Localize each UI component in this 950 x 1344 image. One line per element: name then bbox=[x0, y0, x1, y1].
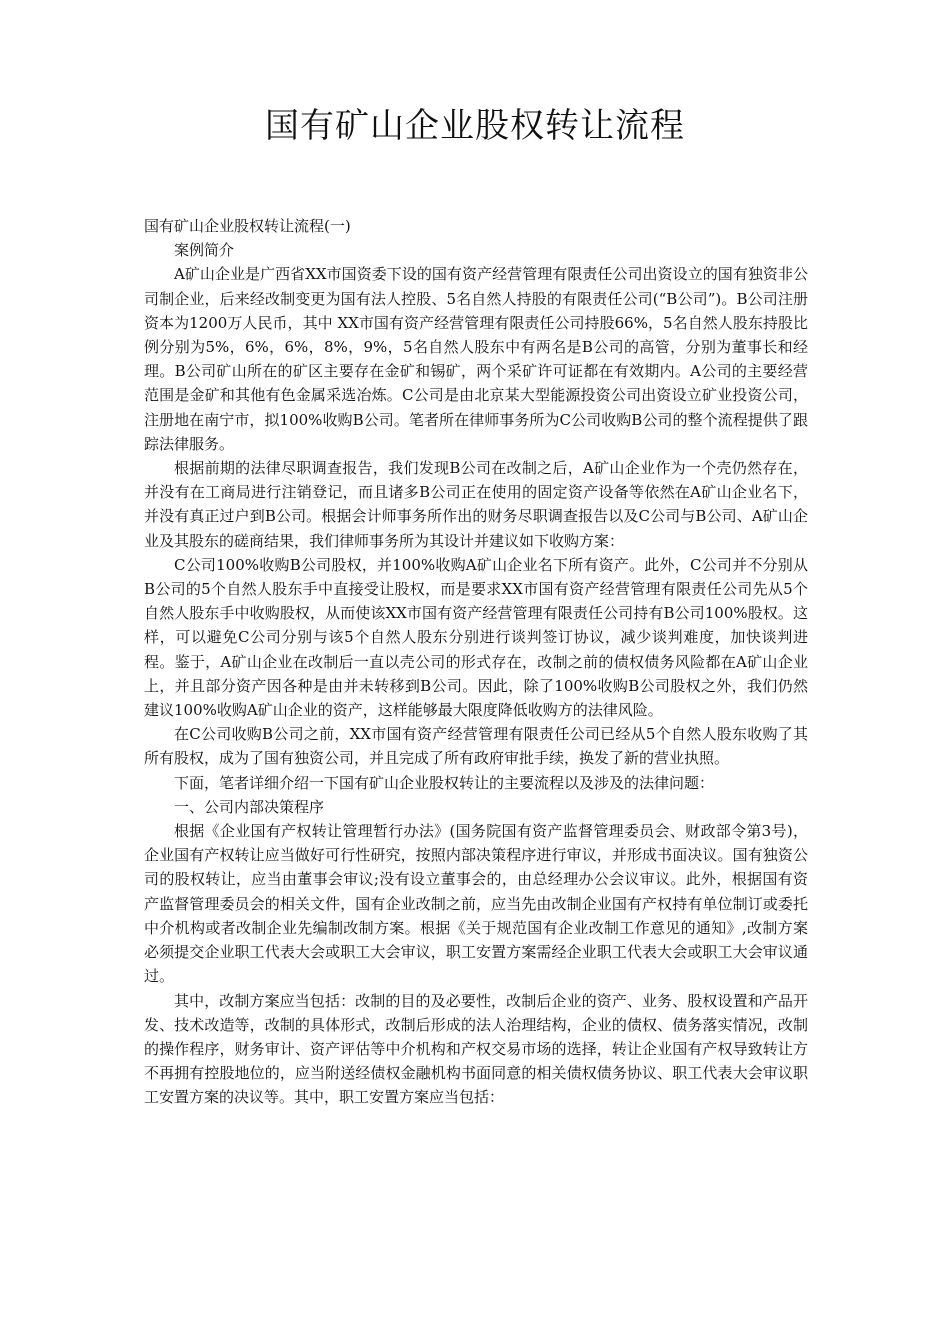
paragraph: 案例简介 bbox=[174, 241, 235, 260]
paragraph: 其中，改制方案应当包括：改制的目的及必要性，改制后企业的资产、业务、股权设置和产品开发、技术改造等，改制的具体形式，改制后形成的法人治理结构，企业的债权、债务落实情况，改制的操作程序，财务审计、资产评估等中介机构和产权交易市场的选择，转让企业国有产权导致转让方不再拥有控股地位的，应当附送经债权金融机构书面同意的相关债权债务协议、职工代表大会审议职工安置方案的决议等。其中，职工安置方案应当包括： bbox=[144, 991, 808, 1107]
paragraph: A矿山企业是广西省XX市国资委下设的国有资产经营管理有限责任公司出资设立的国有独资非公司制企业，后来经改制变更为国有法人控股、5名自然人持股的有限责任公司(“B公司”)。B公司注册资本为1200万人民币，其中 XX市国有资产经营管理有限责任公司持股66%，5名自然人股东持股比例分别为5%，6%，6%，8%，9%，5名自然人股东中有两名是B公司的高管，分别为董事长和经理。B公司矿山所在的矿区主要存在金矿和锡矿，两个采矿许可证都在有效期内。A公司的主要经营范围是金矿和其他有色金属采选冶炼。C公司是由北京某大型能源投资公司出资设立矿业投资公司，注册地在南宁市，拟100%收购B公司。笔者所在律师事务所为C公司收购B公司的整个流程提供了跟踪法律服务。 bbox=[144, 265, 808, 453]
paragraph: C公司100%收购B公司股权，并100%收购A矿山企业名下所有资产。此外，C公司并不分别从B公司的5个自然人股东手中直接受让股权，而是要求XX市国有资产经营管理有限责任公司先从5个自然人股东手中收购股权，从而使该XX市国有资产经营管理有限责任公司持有B公司100%股权。这样，可以避免C公司分别与该5个自然人股东分别进行谈判签订协议，减少谈判难度，加快谈判进程。鉴于，A矿山企业在改制后一直以壳公司的形式存在，改制之前的债权债务风险都在A矿山企业上，并且部分资产因各种是由并未转移到B公司。因此，除了100%收购B公司股权之外，我们仍然建议100%收购A矿山企业的资产，这样能够最大限度降低收购方的法律风险。 bbox=[144, 555, 808, 720]
paragraph: 在C公司收购B公司之前，XX市国有资产经营管理有限责任公司已经从5个自然人股东收购了其所有股权，成为了国有独资公司，并且完成了所有政府审批手续，换发了新的营业执照。 bbox=[144, 725, 808, 768]
paragraph: 根据《企业国有产权转让管理暂行办法》(国务院国有资产监督管理委员会、财政部令第3号)，企业国有产权转让应当做好可行性研究，按照内部决策程序进行审议，并形成书面决议。国有独资公司的股权转让，应当由董事会审议;没有设立董事会的，由总经理办公会议审议。此外，根据国有资产监督管理委员会的相关文件，国有企业改制之前，应当先由改制企业国有产权持有单位制订或委托中介机构或者改制企业先编制改制方案。根据《关于规范国有企业改制工作意见的通知》,改制方案必须提交企业职工代表大会或职工大会审议，职工安置方案需经企业职工代表大会或职工大会审议通过。 bbox=[144, 822, 808, 986]
paragraph: 一、公司内部决策程序 bbox=[174, 797, 325, 816]
document-body bbox=[144, 214, 808, 1110]
paragraph: 根据前期的法律尽职调查报告，我们发现B公司在改制之后，A矿山企业作为一个壳仍然存在，并没有在工商局进行注销登记，而且诸多B公司正在使用的固定资产设备等依然在A矿山企业名下，并没有真正过户到B公司。根据会计师事务所作出的财务尽职调查报告以及C公司与B公司、A矿山企业及其股东的磋商结果，我们律师事务所为其设计并建议如下收购方案： bbox=[144, 459, 808, 550]
document-title: 国有矿山企业股权转让流程 bbox=[265, 106, 685, 146]
section-heading: 国有矿山企业股权转让流程(一) bbox=[144, 217, 351, 235]
paragraph: 下面，笔者详细介绍一下国有矿山企业股权转让的主要流程以及涉及的法律问题： bbox=[174, 773, 715, 792]
